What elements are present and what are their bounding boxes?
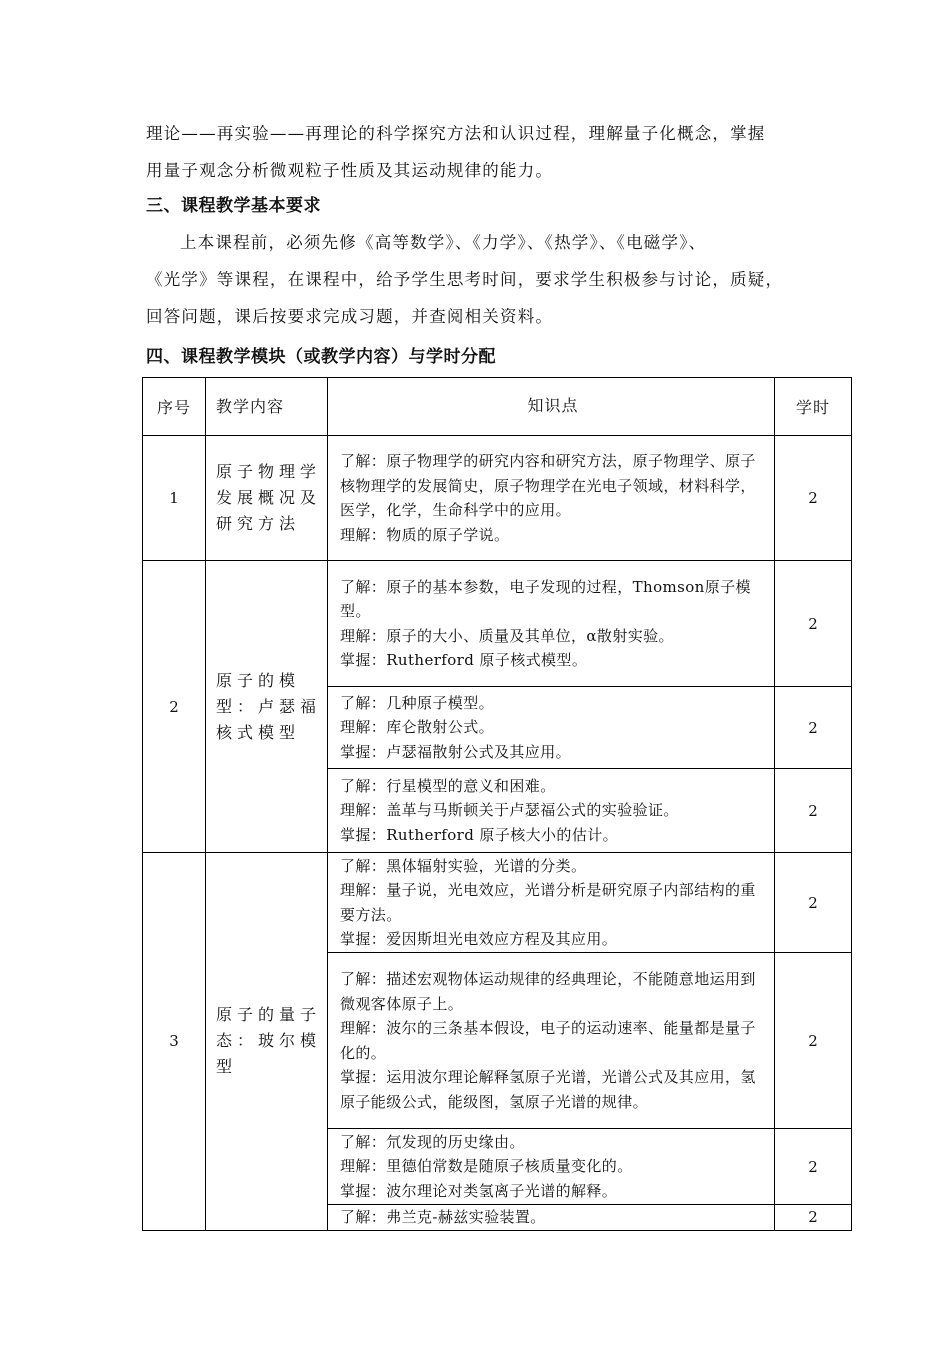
header-content: 教学内容 [206,378,328,436]
knowledge-cell: 了解：原子的基本参数，电子发现的过程，Thomson原子模型。 理解：原子的大小、质量及其单位，α散射实验。 掌握：Rutherford 原子核式模型。 [328,561,775,687]
intro-line-2: 用量子观念分析微观粒子性质及其运动规律的能力。 [146,161,554,180]
table-row [143,436,852,561]
knowledge-cell: 了解：几种原子模型。 理解：库仑散射公式。 掌握：卢瑟福散射公式及其应用。 [328,687,775,769]
intro-line-1: 理论——再实验——再理论的科学探究方法和认识过程，理解量子化概念，掌握 [146,124,766,143]
table-body [143,436,852,1231]
course-module-table [142,377,852,1231]
row-seq-cell: 3 [143,853,206,1231]
hours-cell: 2 [775,1205,852,1231]
row-content-cell: 原子的量子态：玻尔模型 [206,853,328,1231]
header-hours: 学时 [775,378,852,436]
hours-cell: 2 [775,769,852,853]
row-seq-cell: 2 [143,561,206,853]
section-3-heading: 三、课程教学基本要求 [146,196,321,216]
row-seq-cell: 1 [143,436,206,561]
row-content-cell: 原子的模型：卢瑟福核式模型 [206,561,328,853]
table-row [143,561,852,687]
row-content-cell: 原子物理学发展概况及研究方法 [206,436,328,561]
hours-cell: 2 [775,687,852,769]
header-knowledge: 知识点 [328,378,775,436]
section-3-line-3: 回答问题，课后按要求完成习题，并查阅相关资料。 [146,307,554,326]
section-4-heading: 四、课程教学模块（或教学内容）与学时分配 [146,347,496,367]
hours-cell: 2 [775,953,852,1129]
section-3-line-1: 上本课程前，必须先修《高等数学》、《力学》、《热学》、《电磁学》、 [180,233,707,252]
hours-cell: 2 [775,436,852,561]
knowledge-cell: 了解：弗兰克-赫兹实验装置。 [328,1205,775,1231]
header-seq: 序号 [143,378,206,436]
section-3-line-2: 《光学》等课程，在课程中，给予学生思考时间，要求学生积极参与讨论，质疑， [146,270,784,289]
knowledge-cell: 了解：描述宏观物体运动规律的经典理论，不能随意地运用到微观客体原子上。 理解：波尔的三条基本假设，电子的运动速率、能量都是量子化的。 掌握：运用波尔理论解释氢原子光谱，光谱公式及其应用，氢原子能级公式，能级图，氢原子光谱的规律。 [328,953,775,1129]
hours-cell: 2 [775,853,852,953]
knowledge-cell: 了解：氘发现的历史缘由。 理解：里德伯常数是随原子核质量变化的。 掌握：波尔理论对类氢离子光谱的解释。 [328,1129,775,1205]
hours-cell: 2 [775,561,852,687]
knowledge-cell: 了解：原子物理学的研究内容和研究方法，原子物理学、原子核物理学的发展简史，原子物理学在光电子领域，材料科学，医学，化学，生命科学中的应用。 理解：物质的原子学说。 [328,436,775,561]
table-header-row [143,378,852,436]
knowledge-cell: 了解：行星模型的意义和困难。 理解：盖革与马斯顿关于卢瑟福公式的实验验证。 掌握：Rutherford 原子核大小的估计。 [328,769,775,853]
hours-cell: 2 [775,1129,852,1205]
knowledge-cell: 了解：黑体辐射实验，光谱的分类。 理解：量子说，光电效应，光谱分析是研究原子内部结构的重要方法。 掌握：爱因斯坦光电效应方程及其应用。 [328,853,775,953]
table-row [143,853,852,953]
